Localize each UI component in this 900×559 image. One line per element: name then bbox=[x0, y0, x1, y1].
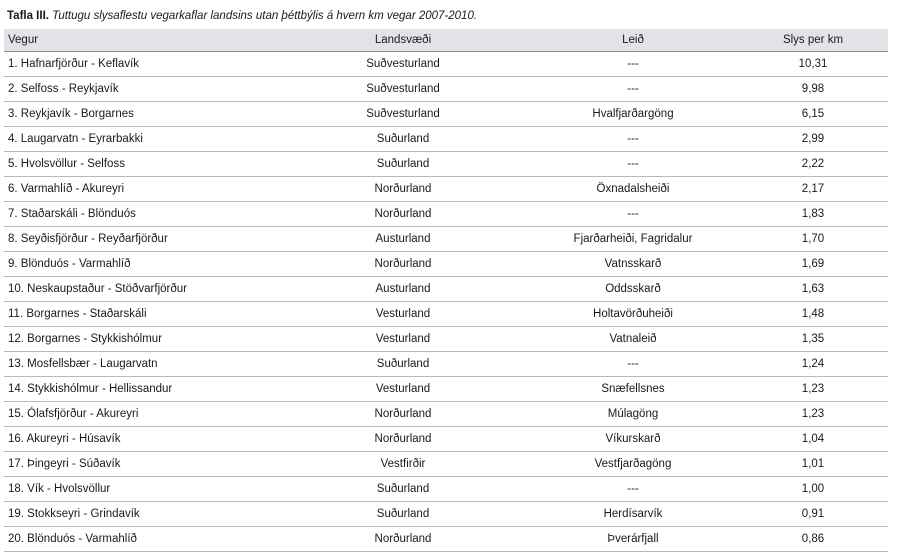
table-header-row bbox=[4, 29, 888, 52]
cell-region: Suðurland bbox=[278, 127, 528, 152]
table-row bbox=[4, 202, 888, 227]
cell-route: --- bbox=[528, 127, 738, 152]
cell-road: 6. Varmahlíð - Akureyri bbox=[4, 177, 278, 202]
table-row bbox=[4, 77, 888, 102]
cell-rate: 1,48 bbox=[738, 302, 888, 327]
table-row bbox=[4, 177, 888, 202]
table-row bbox=[4, 127, 888, 152]
cell-region: Norðurland bbox=[278, 177, 528, 202]
cell-road: 20. Blönduós - Varmahlíð bbox=[4, 527, 278, 552]
cell-road: 8. Seyðisfjörður - Reyðarfjörður bbox=[4, 227, 278, 252]
table-row bbox=[4, 152, 888, 177]
cell-region: Vestfirðir bbox=[278, 452, 528, 477]
table-row bbox=[4, 402, 888, 427]
header-route: Leið bbox=[528, 29, 738, 52]
cell-region: Norðurland bbox=[278, 202, 528, 227]
table-row bbox=[4, 102, 888, 127]
cell-region: Suðurland bbox=[278, 352, 528, 377]
cell-region: Norðurland bbox=[278, 527, 528, 552]
table-row bbox=[4, 477, 888, 502]
cell-road: 7. Staðarskáli - Blönduós bbox=[4, 202, 278, 227]
cell-region: Suðurland bbox=[278, 477, 528, 502]
cell-road: 1. Hafnarfjörður - Keflavík bbox=[4, 52, 278, 77]
cell-route: --- bbox=[528, 77, 738, 102]
cell-road: 15. Ólafsfjörður - Akureyri bbox=[4, 402, 278, 427]
cell-region: Suðurland bbox=[278, 502, 528, 527]
cell-road: 18. Vík - Hvolsvöllur bbox=[4, 477, 278, 502]
header-region: Landsvæði bbox=[278, 29, 528, 52]
cell-rate: 1,24 bbox=[738, 352, 888, 377]
cell-region: Suðvesturland bbox=[278, 77, 528, 102]
cell-rate: 1,01 bbox=[738, 452, 888, 477]
cell-road: 9. Blönduós - Varmahlíð bbox=[4, 252, 278, 277]
table-row bbox=[4, 52, 888, 77]
cell-road: 11. Borgarnes - Staðarskáli bbox=[4, 302, 278, 327]
cell-route: Múlagöng bbox=[528, 402, 738, 427]
table-row bbox=[4, 377, 888, 402]
accident-table bbox=[4, 29, 888, 552]
cell-rate: 1,00 bbox=[738, 477, 888, 502]
cell-route: --- bbox=[528, 202, 738, 227]
cell-rate: 6,15 bbox=[738, 102, 888, 127]
cell-region: Austurland bbox=[278, 277, 528, 302]
caption-text: Tuttugu slysaflestu vegarkaflar landsins utan þéttbýlis á hvern km vegar 2007-2010. bbox=[48, 10, 478, 22]
caption-label: Tafla III. bbox=[7, 10, 49, 22]
cell-road: 13. Mosfellsbær - Laugarvatn bbox=[4, 352, 278, 377]
cell-road: 2. Selfoss - Reykjavík bbox=[4, 77, 278, 102]
cell-route: Holtavörðuheiði bbox=[528, 302, 738, 327]
cell-rate: 9,98 bbox=[738, 77, 888, 102]
cell-rate: 10,31 bbox=[738, 52, 888, 77]
cell-region: Austurland bbox=[278, 227, 528, 252]
cell-road: 5. Hvolsvöllur - Selfoss bbox=[4, 152, 278, 177]
table-row bbox=[4, 427, 888, 452]
cell-rate: 1,70 bbox=[738, 227, 888, 252]
cell-road: 12. Borgarnes - Stykkishólmur bbox=[4, 327, 278, 352]
cell-road: 17. Þingeyri - Súðavík bbox=[4, 452, 278, 477]
cell-road: 14. Stykkishólmur - Hellissandur bbox=[4, 377, 278, 402]
header-road: Vegur bbox=[4, 29, 278, 52]
cell-region: Norðurland bbox=[278, 402, 528, 427]
cell-region: Suðurland bbox=[278, 152, 528, 177]
cell-rate: 2,99 bbox=[738, 127, 888, 152]
cell-route: Öxnadalsheiði bbox=[528, 177, 738, 202]
table-caption bbox=[7, 8, 477, 24]
table-row bbox=[4, 327, 888, 352]
cell-region: Vesturland bbox=[278, 302, 528, 327]
table-row bbox=[4, 527, 888, 552]
cell-route: Vatnaleið bbox=[528, 327, 738, 352]
table-row bbox=[4, 352, 888, 377]
cell-rate: 1,63 bbox=[738, 277, 888, 302]
cell-route: Vestfjarðagöng bbox=[528, 452, 738, 477]
cell-region: Suðvesturland bbox=[278, 102, 528, 127]
cell-route: Hvalfjarðargöng bbox=[528, 102, 738, 127]
cell-route: Herdísarvík bbox=[528, 502, 738, 527]
cell-region: Vesturland bbox=[278, 327, 528, 352]
cell-rate: 1,04 bbox=[738, 427, 888, 452]
cell-route: --- bbox=[528, 52, 738, 77]
cell-route: Vatnsskarð bbox=[528, 252, 738, 277]
cell-route: Víkurskarð bbox=[528, 427, 738, 452]
cell-route: Þverárfjall bbox=[528, 527, 738, 552]
cell-rate: 0,91 bbox=[738, 502, 888, 527]
cell-road: 10. Neskaupstaður - Stöðvarfjörður bbox=[4, 277, 278, 302]
table-body bbox=[4, 52, 888, 552]
header-rate: Slys per km bbox=[738, 29, 888, 52]
cell-rate: 1,35 bbox=[738, 327, 888, 352]
cell-rate: 2,17 bbox=[738, 177, 888, 202]
cell-route: Oddsskarð bbox=[528, 277, 738, 302]
table-row bbox=[4, 502, 888, 527]
cell-region: Norðurland bbox=[278, 427, 528, 452]
table-row bbox=[4, 252, 888, 277]
cell-region: Suðvesturland bbox=[278, 52, 528, 77]
cell-road: 19. Stokkseyri - Grindavík bbox=[4, 502, 278, 527]
cell-route: --- bbox=[528, 352, 738, 377]
cell-route: Fjarðarheiði, Fagridalur bbox=[528, 227, 738, 252]
cell-rate: 1,69 bbox=[738, 252, 888, 277]
table-row bbox=[4, 277, 888, 302]
table-row bbox=[4, 452, 888, 477]
cell-route: Snæfellsnes bbox=[528, 377, 738, 402]
cell-road: 4. Laugarvatn - Eyrarbakki bbox=[4, 127, 278, 152]
cell-rate: 1,83 bbox=[738, 202, 888, 227]
cell-region: Norðurland bbox=[278, 252, 528, 277]
cell-rate: 1,23 bbox=[738, 377, 888, 402]
cell-rate: 0,86 bbox=[738, 527, 888, 552]
cell-rate: 2,22 bbox=[738, 152, 888, 177]
cell-road: 16. Akureyri - Húsavík bbox=[4, 427, 278, 452]
cell-rate: 1,23 bbox=[738, 402, 888, 427]
table-row bbox=[4, 227, 888, 252]
cell-region: Vesturland bbox=[278, 377, 528, 402]
table-row bbox=[4, 302, 888, 327]
cell-route: --- bbox=[528, 152, 738, 177]
cell-route: --- bbox=[528, 477, 738, 502]
cell-road: 3. Reykjavík - Borgarnes bbox=[4, 102, 278, 127]
